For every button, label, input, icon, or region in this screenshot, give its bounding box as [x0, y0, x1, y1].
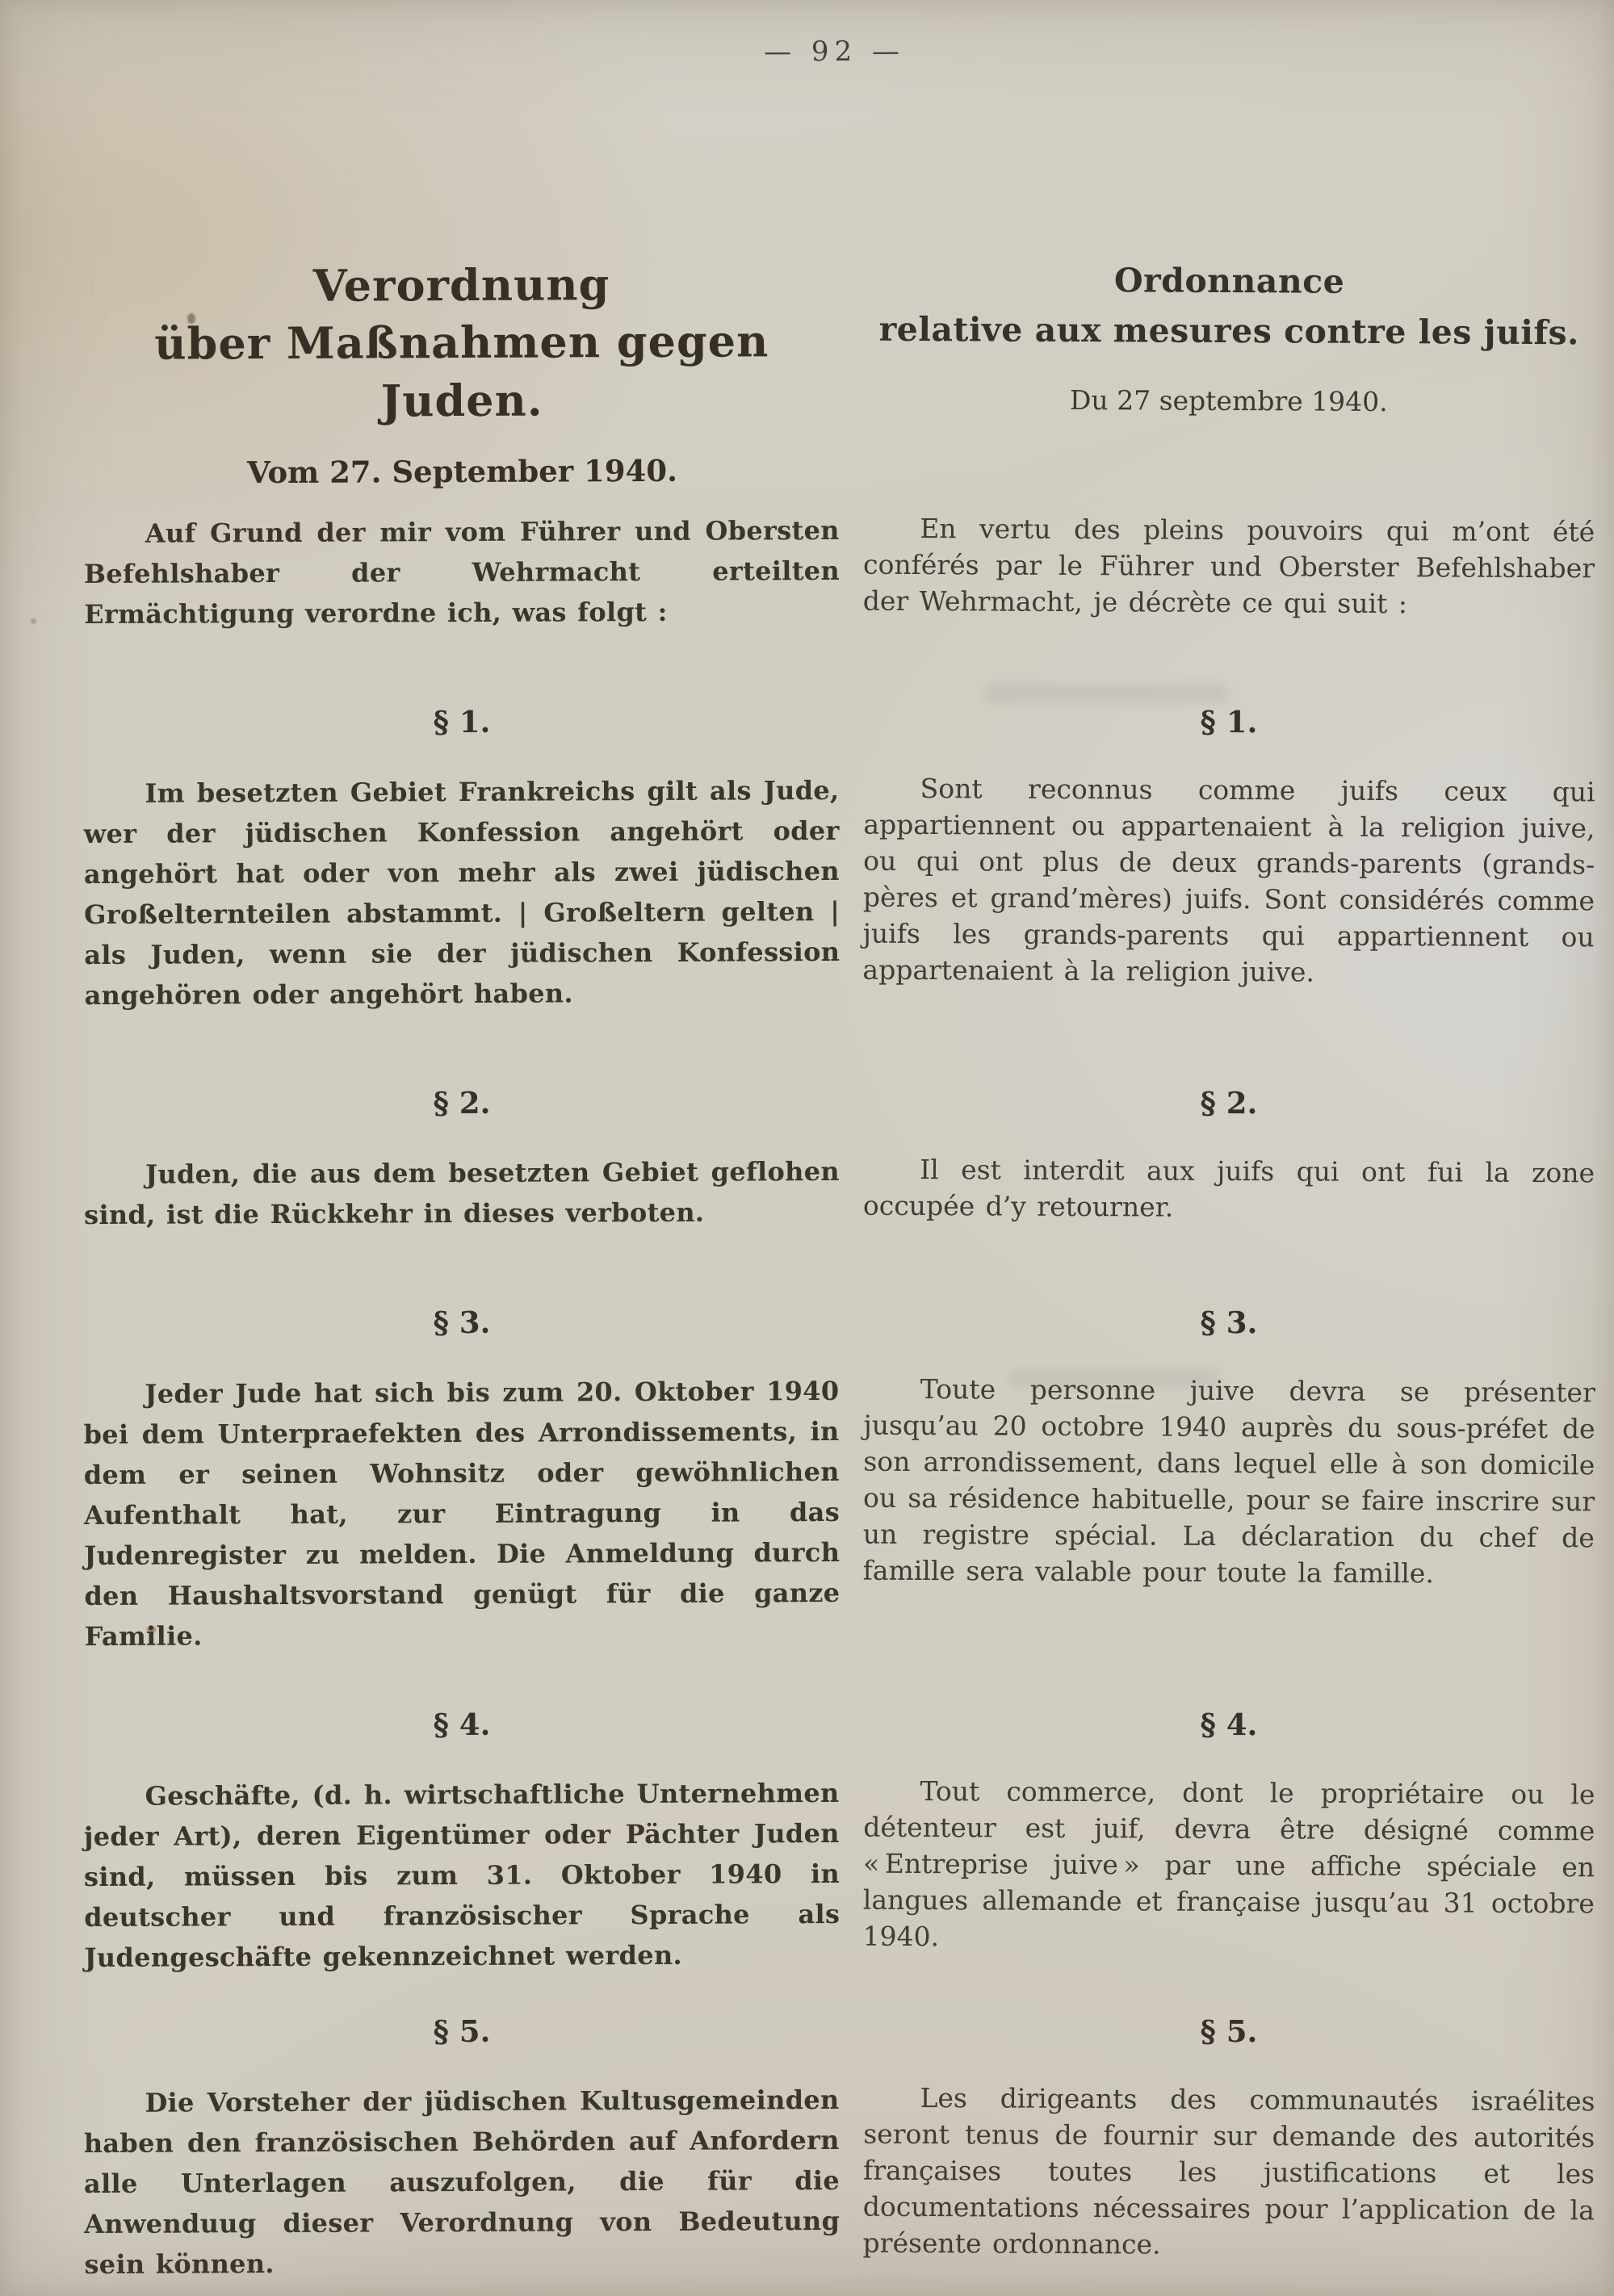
- french-section-4-paragraph: Tout commerce, dont le propriétaire ou le détenteur est juif, devra être désigné comme « Entreprise juive » par une affiche spéciale en langues allemande et française jusqu’au 31 octobre 1940.: [862, 1774, 1595, 1952]
- french-section-1-number: § 1.: [1200, 703, 1258, 739]
- french-section-3-paragraph: Toute personne juive devra se présenter jusqu’au 20 octobre 1940 auprès du sous-préfet de son arrondissement, dans lequel elle à son domicile ou sa résidence habituelle, pour se faire inscrire sur un registre spécial. La déclaration du chef de famille sera valable pour toute la famille.: [862, 1372, 1595, 1590]
- french-section-5-number: § 5.: [1200, 2013, 1258, 2049]
- german-section-2-number: § 2.: [433, 1084, 491, 1121]
- german-date-line: Vom 27. September 1940.: [247, 452, 678, 490]
- german-title-line2: über Maßnahmen gegen Juden.: [154, 315, 769, 426]
- french-section-1-paragraph: Sont reconnus comme juifs ceux qui appartiennent ou appartenaient à la religion juive, ou qui ont plus de deux grands-parents (grands-pères et grand’mères) juifs. Sont considérés comme juifs les grands-parents qui appartiennent ou appartenaient à la religion juive.: [862, 772, 1595, 988]
- german-section-3-number: § 3.: [433, 1304, 491, 1340]
- german-title-block: [83, 255, 840, 491]
- german-section-5-number: § 5.: [433, 2013, 491, 2049]
- french-section-2-paragraph: Il est interdit aux juifs qui ont fui la zone occupée d’y retourner.: [862, 1153, 1595, 1223]
- french-section-3-number: § 3.: [1200, 1304, 1258, 1340]
- page-number: — 92 —: [763, 35, 906, 69]
- german-section-2-paragraph: Juden, die aus dem besetzten Gebiet geflohen sind, ist die Rückkehr in dieses verboten.: [84, 1155, 840, 1230]
- german-section-3-paragraph: Jeder Jude hat sich bis zum 20. Oktober 1940 bei dem Unterpraefekten des Arrondissements, in dem er seinen Wohnsitz oder gewöhnlichen Aufenthalt hat, zur Eintragung in das Judenregister zu melden. Die Anmeldung durch den Haushaltsvorstand genügt für die ganze Familie.: [83, 1375, 841, 1652]
- french-section-2-number: § 2.: [1200, 1084, 1258, 1121]
- french-section-4-number: § 4.: [1200, 1706, 1258, 1742]
- french-date-line: Du 27 septembre 1940.: [1069, 383, 1388, 418]
- french-section-5-paragraph: Les dirigeants des communautés israélites seront tenus de fournir sur demande des autorités françaises toutes les justifications et les documentations nécessaires pour l’application de la présente ordonnance.: [862, 2081, 1595, 2260]
- german-section-1-paragraph: Im besetzten Gebiet Frankreichs gilt als Jude, wer der jüdischen Konfession angehört oder angehört hat oder von mehr als zwei jüdischen Großelternteilen abstammt. | Großeltern gelten | als Juden, wenn sie der jüdischen Konfession angehören oder angehört haben.: [83, 774, 841, 1011]
- german-section-4-paragraph: Geschäfte, (d. h. wirtschaftliche Unternehmen jeder Art), deren Eigentümer oder Pächter Juden sind, müssen bis zum 31. Oktober 1940 in deutscher und französischer Sprache als Judengeschäfte gekennzeichnet werden.: [83, 1777, 841, 1973]
- two-column-layout: [84, 257, 1595, 2283]
- french-intro-paragraph: En vertu des pleins pouvoirs qui m’ont été conférés par le Führer und Oberster Befehlshaber der Wehrmacht, je décrète ce qui suit :: [862, 512, 1595, 619]
- german-section-4-number: § 4.: [433, 1706, 491, 1742]
- french-title-line2: relative aux mesures contre les juifs.: [878, 309, 1580, 352]
- german-title-line1: Verordnung: [312, 258, 610, 312]
- german-intro-paragraph: Auf Grund der mir vom Führer und Obersten Befehlshaber der Wehrmacht erteilten Ermächtigung verordne ich, was folgt :: [83, 514, 841, 630]
- german-section-5-paragraph: Die Vorsteher der jüdischen Kultusgemeinden haben den französischen Behörden auf Anfordern alle Unterlagen auszufolgen, die für die Anwenduug dieser Verordnung von Bedeutung sein können.: [83, 2084, 841, 2280]
- paper-speck: [31, 618, 36, 624]
- german-section-1-number: § 1.: [433, 703, 491, 739]
- french-title-block: [862, 255, 1595, 492]
- french-title-line1: Ordonnance: [1113, 261, 1345, 301]
